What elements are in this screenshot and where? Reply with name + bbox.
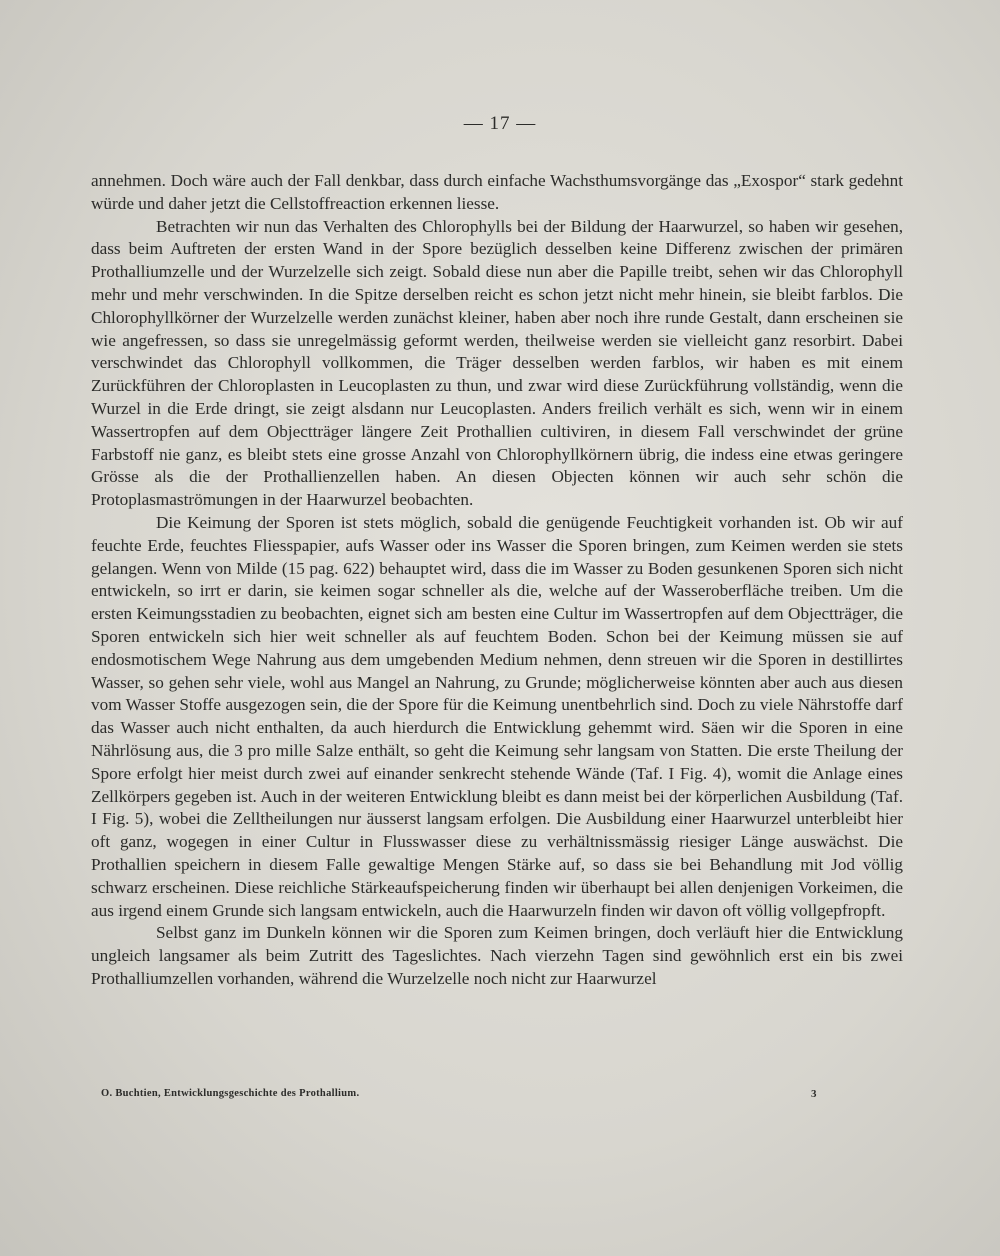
running-footer: O. Buchtien, Entwicklungsgeschichte des Prothallium. bbox=[101, 1088, 360, 1099]
sheet-signature: 3 bbox=[811, 1088, 817, 1100]
paragraph: Die Keimung der Sporen ist stets möglich, sobald die genügende Feuchtigkeit vorhanden ist. Ob wir auf feuchte Erde, feuchtes Fliesspapier, aufs Wasser oder ins Wasser die Sporen bringen, zum Keimen werden sie stets gelangen. Wenn von Milde (15 pag. 622) behauptet wird, dass die im Wasser zu Boden gesunkenen Sporen sich nicht entwickeln, so irrt er darin, sie keimen sogar schneller als die, welche auf der Wasseroberfläche treiben. Um die ersten Keimungsstadien zu beobachten, eignet sich am besten eine Cultur im Wassertropfen auf dem Objectträger, die Sporen entwickeln sich hier weit schneller als auf feuchtem Boden. Schon bei der Keimung müssen sie auf endosmotischem Wege Nahrung aus dem umgebenden Medium nehmen, denn streuen wir die Sporen in destillirtes Wasser, so gehen sehr viele, wohl aus Mangel an Nahrung, zu Grunde; möglicherweise könnten aber auch aus diesen vom Wasser Stoffe ausgezogen sein, die der Spore für die Keimung unentbehrlich sind. Doch zu viele Nährstoffe darf das Wasser auch nicht enthalten, da auch hierdurch die Entwicklung gehemmt wird. Säen wir die Sporen in eine Nährlösung aus, die 3 pro mille Salze enthält, so geht die Keimung sehr langsam von Statten. Die erste Theilung der Spore erfolgt hier meist durch zwei auf einander senkrecht stehende Wände (Taf. I Fig. 4), womit die Anlage eines Zellkörpers gegeben ist. Auch in der weiteren Entwicklung bleibt es dann meist bei der körperlichen Ausbildung (Taf. I Fig. 5), wobei die Zelltheilungen nur äusserst langsam erfolgen. Die Ausbildung einer Haarwurzel unterbleibt hier oft ganz, wogegen in einer Cultur in Flusswasser diese zu verhältnissmässig riesiger Länge auswächst. Die Prothallien speichern in diesem Falle gewaltige Mengen Stärke auf, so dass sie bei Behandlung mit Jod völlig schwarz erscheinen. Diese reichliche Stärkeaufspeicherung finden wir überhaupt bei allen denjenigen Vorkeimen, die aus irgend einem Grunde sich langsam entwickeln, auch die Haarwurzeln finden wir davon oft völlig vollgepfropft. bbox=[91, 512, 903, 920]
paragraph: Betrachten wir nun das Verhalten des Chlorophylls bei der Bildung der Haarwurzel, so haben wir gesehen, dass beim Auftreten der ersten Wand in der Spore bezüglich desselben keine Differenz zwischen der primären Prothalliumzelle und der Wurzelzelle sich zeigt. Sobald diese nun aber die Papille treibt, sehen wir das Chlorophyll mehr und mehr verschwinden. In die Spitze derselben reicht es schon jetzt nicht mehr hinein, sie bleibt farblos. Die Chlorophyllkörner der Wurzelzelle werden zunächst kleiner, haben aber noch ihre runde Gestalt, dann erscheinen sie wie angefressen, so dass sie unregelmässig geformt werden, theilweise werden sie vielleicht ganz resorbirt. Dabei verschwindet das Chlorophyll vollkommen, die Träger desselben werden farblos, wir haben es mit einem Zurückführen der Chloroplasten in Leucoplasten zu thun, und zwar wird diese Zurückführung vollständig, wenn die Wurzel in die Erde dringt, sie zeigt alsdann nur Leucoplasten. Anders freilich verhält es sich, wenn wir in einem Wassertropfen auf dem Objectträger längere Zeit Prothallien cultiviren, in diesem Fall verschwindet der grüne Farbstoff nie ganz, es bleibt stets eine grosse Anzahl von Chlorophyllkörnern übrig, die indess eine etwas geringere Grösse als die der Prothallienzellen haben. An diesen Objecten können wir auch sehr schön die Protoplasmaströmungen in der Haarwurzel beobachten. bbox=[91, 216, 903, 510]
body-text bbox=[91, 170, 903, 991]
page-number: — 17 — bbox=[463, 113, 537, 134]
paragraph: Selbst ganz im Dunkeln können wir die Sporen zum Keimen bringen, doch verläuft hier die Entwicklung ungleich langsamer als beim Zutritt des Tageslichtes. Nach vierzehn Tagen sind gewöhnlich erst ein bis zwei Prothalliumzellen vorhanden, während die Wurzelzelle noch nicht zur Haarwurzel bbox=[91, 923, 903, 988]
paragraph: annehmen. Doch wäre auch der Fall denkbar, dass durch einfache Wachsthumsvorgänge das „Exospor“ stark gedehnt würde und daher jetzt die Cellstoffreaction erkennen liesse. bbox=[91, 171, 903, 213]
